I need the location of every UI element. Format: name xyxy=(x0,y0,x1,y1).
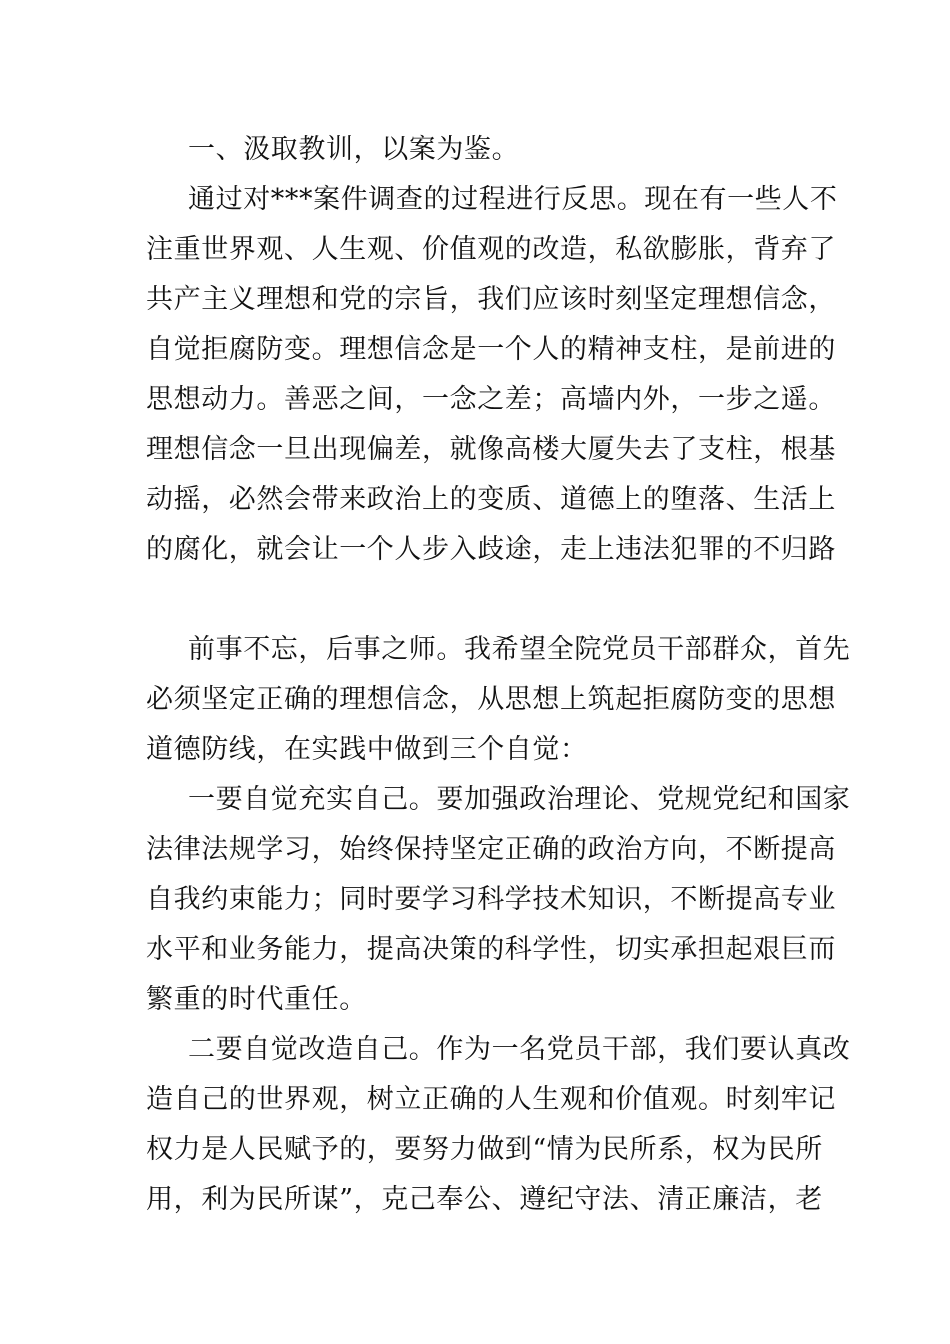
text-line: 造自己的世界观，树立正确的人生观和价值观。时刻牢记 xyxy=(146,1084,836,1115)
text-line: 一要自觉充实自己。要加强政治理论、党规党纪和国家 xyxy=(188,784,851,815)
text-line: 用，利为民所谋”，克己奉公、遵纪守法、清正廉洁，老 xyxy=(146,1184,823,1215)
text-line: 水平和业务能力，提高决策的科学性，切实承担起艰巨而 xyxy=(146,934,836,965)
text-line: 通过对***案件调查的过程进行反思。现在有一些人不 xyxy=(188,184,838,215)
text-line: 道德防线，在实践中做到三个自觉： xyxy=(146,734,588,765)
text-line: 自觉拒腐防变。理想信念是一个人的精神支柱，是前进的 xyxy=(146,334,836,365)
text-line: 自我约束能力；同时要学习科学技术知识，不断提高专业 xyxy=(146,884,836,915)
text-line: 繁重的时代重任。 xyxy=(146,984,367,1015)
text-line: 的腐化，就会让一个人步入歧途，走上违法犯罪的不归路 xyxy=(146,534,836,565)
text-line: 权力是人民赋予的，要努力做到“情为民所系，权为民所 xyxy=(146,1134,823,1165)
text-line: 理想信念一旦出现偏差，就像高楼大厦失去了支柱，根基 xyxy=(146,434,836,465)
text-line: 必须坚定正确的理想信念，从思想上筑起拒腐防变的思想 xyxy=(146,684,836,715)
text-line: 二要自觉改造自己。作为一名党员干部，我们要认真改 xyxy=(188,1034,851,1065)
text-line: 前事不忘，后事之师。我希望全院党员干部群众，首先 xyxy=(188,634,851,665)
text-line: 注重世界观、人生观、价值观的改造，私欲膨胀，背弃了 xyxy=(146,234,836,265)
section-heading: 一、汲取教训，以案为鉴。 xyxy=(188,134,520,165)
text-line: 法律法规学习，始终保持坚定正确的政治方向，不断提高 xyxy=(146,834,836,865)
text-line: 思想动力。善恶之间，一念之差；高墙内外，一步之遥。 xyxy=(146,384,836,415)
text-line: 共产主义理想和党的宗旨，我们应该时刻坚定理想信念， xyxy=(146,284,836,315)
text-line: 动摇，必然会带来政治上的变质、道德上的堕落、生活上 xyxy=(146,484,836,515)
